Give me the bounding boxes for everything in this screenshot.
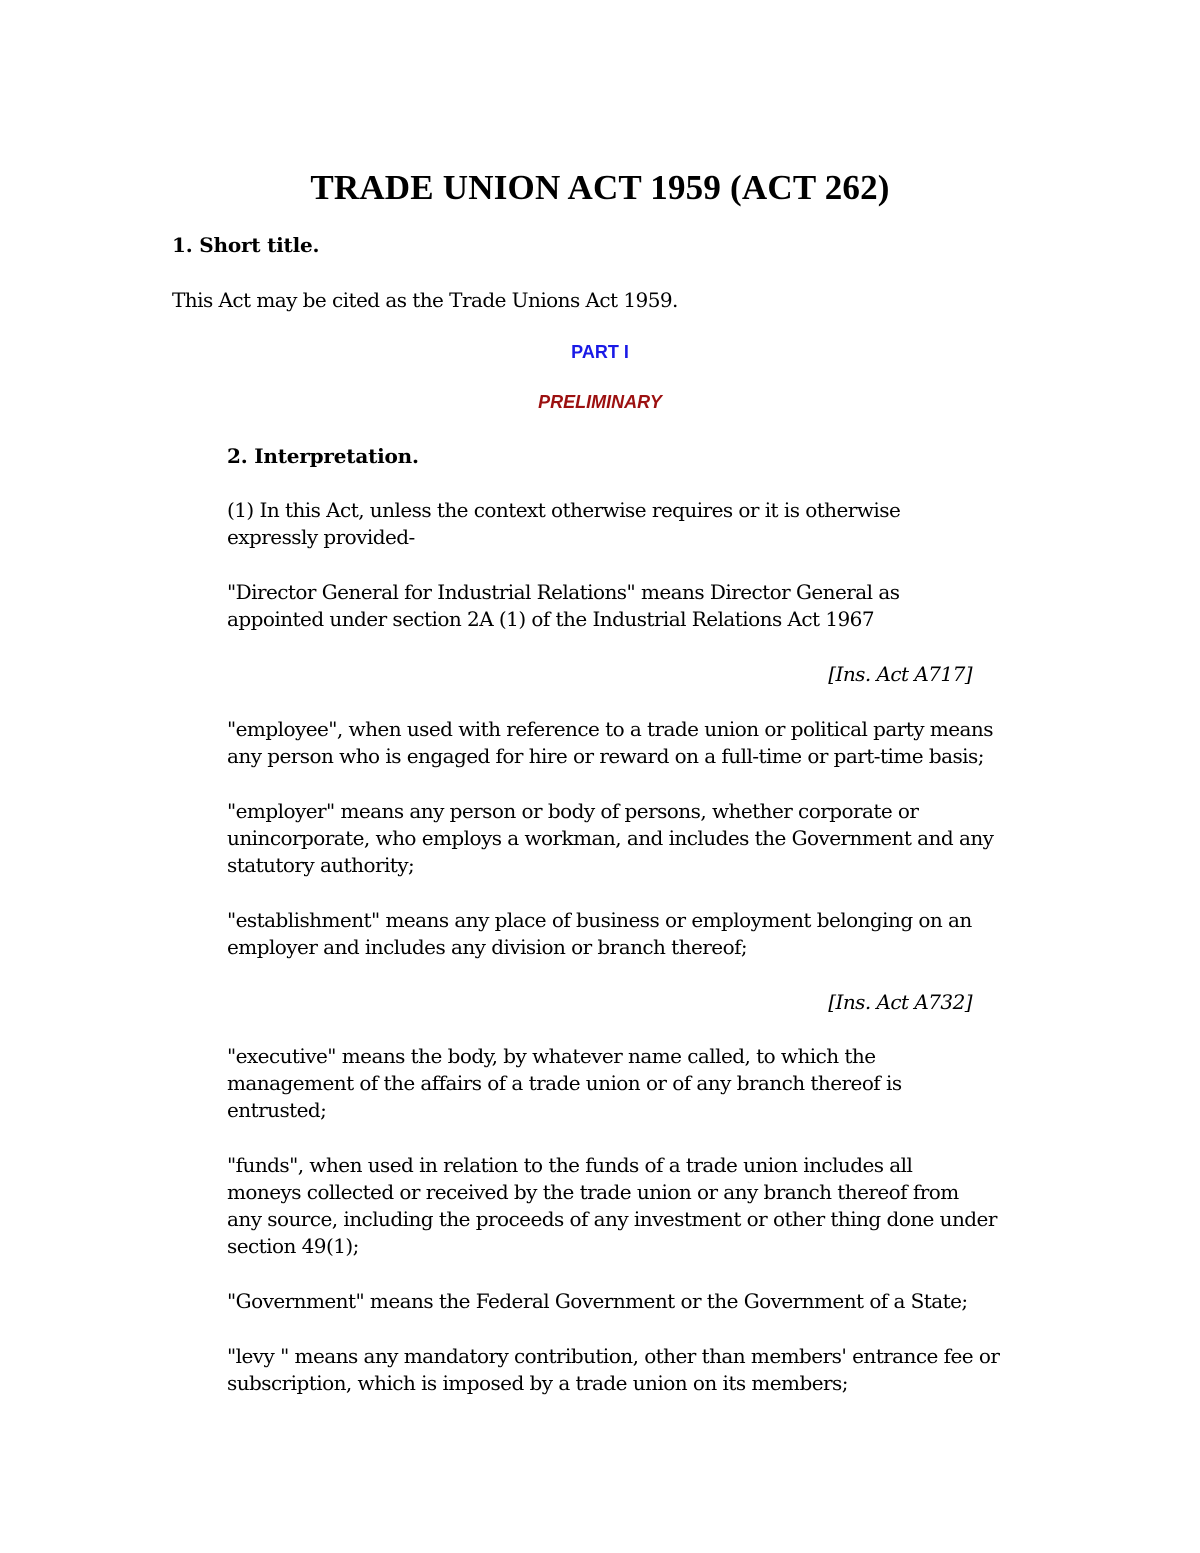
intro-line: expressly provided- bbox=[227, 525, 415, 549]
definition-employer bbox=[227, 798, 993, 879]
definition-line: management of the affairs of a trade union or of any branch thereof is bbox=[227, 1071, 902, 1095]
definition-line: "Government" means the Federal Government or the Government of a State; bbox=[227, 1289, 968, 1313]
definition-line: "funds", when used in relation to the funds of a trade union includes all bbox=[227, 1153, 913, 1177]
section-1-text: This Act may be cited as the Trade Unions Act 1959. bbox=[172, 288, 678, 312]
part-label: PART I bbox=[571, 342, 629, 362]
definition-executive bbox=[227, 1043, 902, 1124]
definition-line: any person who is engaged for hire or reward on a full-time or part-time basis; bbox=[227, 744, 984, 768]
definition-levy bbox=[227, 1343, 999, 1397]
definition-employee bbox=[227, 716, 993, 770]
amendment-note: [Ins. Act A717] bbox=[828, 662, 972, 686]
definition-government bbox=[227, 1288, 968, 1315]
amendment-note: [Ins. Act A732] bbox=[828, 990, 972, 1014]
part-name: PRELIMINARY bbox=[538, 392, 662, 412]
document-title: TRADE UNION ACT 1959 (ACT 262) bbox=[310, 168, 890, 207]
definition-line: "Director General for Industrial Relations" means Director General as bbox=[227, 580, 900, 604]
definition-line: employer and includes any division or branch thereof; bbox=[227, 935, 748, 959]
definition-funds bbox=[227, 1152, 997, 1260]
definition-line: "employee", when used with reference to a trade union or political party means bbox=[227, 717, 993, 741]
definition-director-general bbox=[227, 579, 899, 633]
definition-line: "executive" means the body, by whatever name called, to which the bbox=[227, 1044, 876, 1068]
definition-line: "employer" means any person or body of persons, whether corporate or bbox=[227, 799, 919, 823]
definition-line: moneys collected or received by the trade union or any branch thereof from bbox=[227, 1180, 959, 1204]
definition-line: "establishment" means any place of business or employment belonging on an bbox=[227, 908, 972, 932]
definition-line: section 49(1); bbox=[227, 1234, 359, 1258]
definition-line: unincorporate, who employs a workman, and includes the Government and any bbox=[227, 826, 994, 850]
definition-line: entrusted; bbox=[227, 1098, 327, 1122]
definition-line: appointed under section 2A (1) of the Industrial Relations Act 1967 bbox=[227, 607, 875, 631]
section-2-heading: 2. Interpretation. bbox=[227, 444, 419, 468]
definition-line: statutory authority; bbox=[227, 853, 415, 877]
intro-line: (1) In this Act, unless the context otherwise requires or it is otherwise bbox=[227, 498, 901, 522]
section-1-heading: 1. Short title. bbox=[172, 233, 320, 257]
definition-line: any source, including the proceeds of any investment or other thing done under bbox=[227, 1207, 997, 1231]
definition-establishment bbox=[227, 907, 972, 961]
section-2-intro bbox=[227, 497, 900, 551]
definition-line: subscription, which is imposed by a trade union on its members; bbox=[227, 1371, 848, 1395]
definition-line: "levy " means any mandatory contribution, other than members' entrance fee or bbox=[227, 1344, 1000, 1368]
